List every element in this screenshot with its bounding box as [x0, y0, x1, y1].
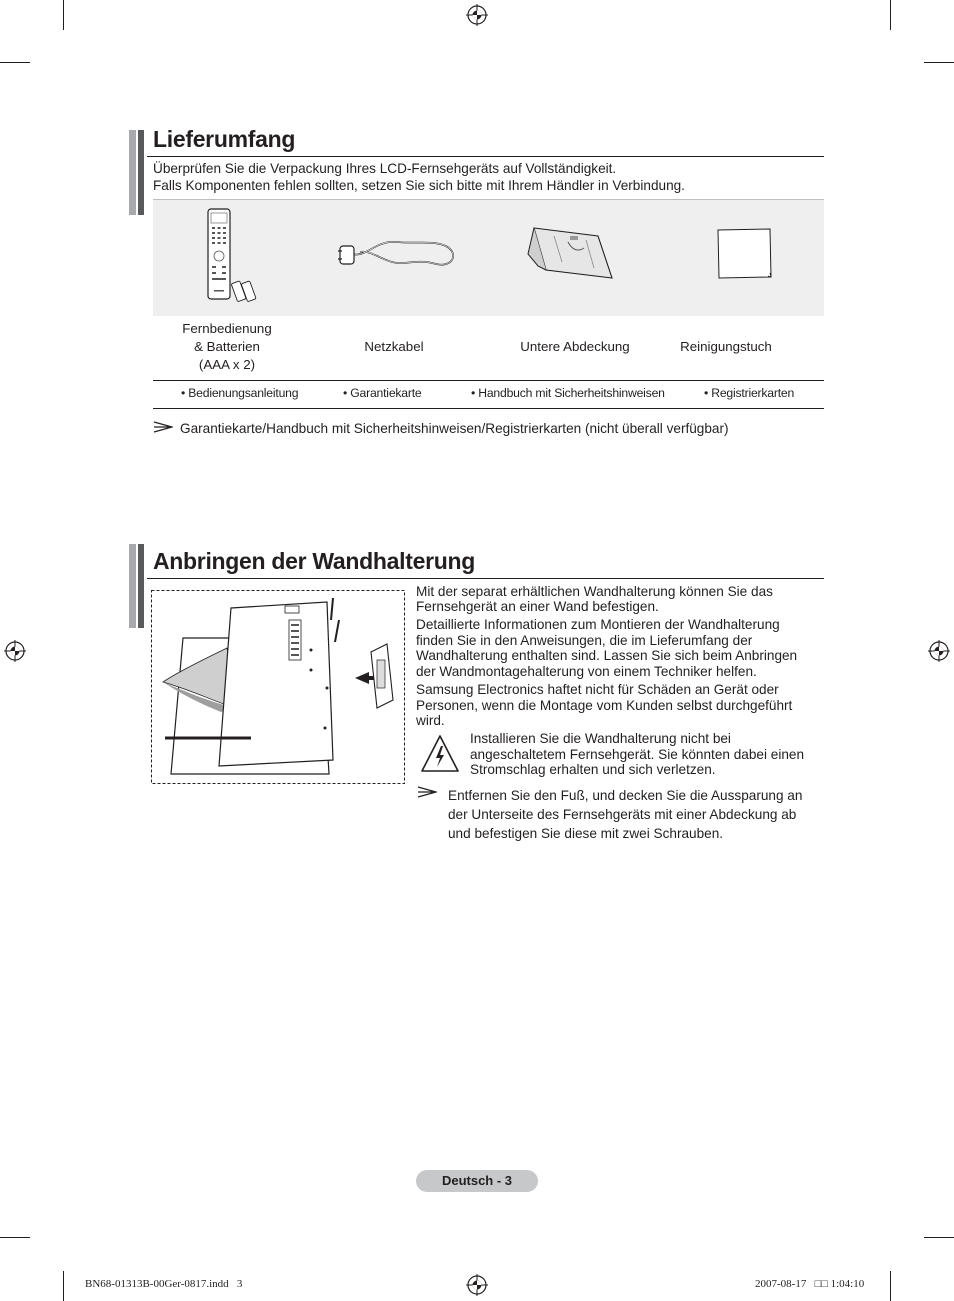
registration-mark-icon: [466, 4, 488, 26]
item-caption: Netzkabel: [364, 339, 424, 354]
warning-text: Stromschlag erhalten und sich verletzen.: [470, 762, 716, 777]
body-text: Detaillierte Informationen zum Montieren der Wandhalterung: [416, 617, 780, 632]
section-marker: [129, 130, 136, 215]
crop-mark: [890, 0, 891, 30]
body-text: Mit der separat erhältlichen Wandhalterung können Sie das: [416, 584, 773, 599]
print-slug-right: 2007-08-17 □□ 1:04:10: [755, 1278, 865, 1290]
bottom-cover-icon: [524, 222, 616, 282]
registration-mark-icon: [928, 640, 950, 662]
section-title: Anbringen der Wandhalterung: [153, 548, 475, 574]
section-marker: [138, 544, 144, 628]
section-title: Lieferumfang: [153, 126, 296, 152]
note-text: und befestigen Sie diese mit zwei Schrauben.: [448, 826, 724, 841]
note-text: Entfernen Sie den Fuß, und decken Sie die Aussparung an: [448, 788, 803, 803]
note-text: Garantiekarte/Handbuch mit Sicherheitshinweisen/Registrierkarten (nicht überall verfügbar): [180, 421, 729, 436]
note-arrow-icon: [417, 786, 437, 798]
document-item: • Handbuch mit Sicherheitshinweisen: [471, 386, 665, 400]
intro-text: Falls Komponenten fehlen sollten, setzen Sie sich bitte mit Ihrem Händler in Verbindung.: [153, 178, 685, 193]
warning-text: angeschaltetem Fernsehgerät. Sie könnten dabei einen: [470, 747, 805, 762]
body-text: Wandhalterung enthalten sind. Lassen Sie sich beim Anbringen: [416, 648, 798, 663]
remote-control-icon: [200, 206, 262, 302]
document-item: • Bedienungsanleitung: [181, 386, 299, 400]
warning-text: Installieren Sie die Wandhalterung nicht bei: [470, 731, 731, 746]
registration-mark-icon: [4, 640, 26, 662]
page-number: Deutsch - 3: [416, 1170, 538, 1192]
document-item: • Garantiekarte: [343, 386, 422, 400]
body-text: Personen, wenn die Montage vom Kunden selbst durchgeführt: [416, 698, 793, 713]
title-rule: [147, 156, 824, 157]
document-item: • Registrierkarten: [704, 386, 795, 400]
body-text: Samsung Electronics haftet nicht für Schäden an Gerät oder: [416, 682, 779, 697]
intro-text: Überprüfen Sie die Verpackung Ihres LCD-Fernsehgeräts auf Vollständigkeit.: [153, 161, 617, 176]
registration-mark-icon: [466, 1274, 488, 1296]
wall-mount-illustration: [151, 590, 405, 784]
power-cord-icon: [336, 232, 460, 276]
crop-mark: [0, 1237, 30, 1238]
note-text: der Unterseite des Fernsehgeräts mit einer Abdeckung ab: [448, 807, 797, 822]
body-text: finden Sie in den Anweisungen, die im Lieferumfang der: [416, 633, 753, 648]
cleaning-cloth-icon: [714, 227, 774, 281]
section-marker: [129, 544, 136, 628]
print-slug-left: BN68-01313B-00Ger-0817.indd 3: [85, 1278, 243, 1290]
body-text: Fernsehgerät an einer Wand befestigen.: [416, 599, 659, 614]
body-text: der Wandmontagehalterung von einem Techniker helfen.: [416, 664, 757, 679]
item-caption: Untere Abdeckung: [520, 339, 630, 354]
title-rule: [147, 578, 824, 579]
crop-mark: [890, 1271, 891, 1301]
crop-mark: [0, 62, 30, 63]
note-arrow-icon: [153, 421, 173, 433]
caption-line: & Batterien: [194, 339, 260, 354]
section-marker: [138, 130, 144, 215]
crop-mark: [63, 0, 64, 30]
crop-mark: [924, 62, 954, 63]
crop-mark: [63, 1271, 64, 1301]
item-caption: [167, 320, 287, 374]
caption-line: (AAA x 2): [198, 357, 256, 372]
crop-mark: [924, 1237, 954, 1238]
electric-shock-warning-icon: [420, 734, 460, 774]
item-caption: Reinigungstuch: [680, 339, 772, 354]
body-text: wird.: [416, 713, 445, 728]
caption-line: Fernbedienung: [182, 321, 272, 336]
